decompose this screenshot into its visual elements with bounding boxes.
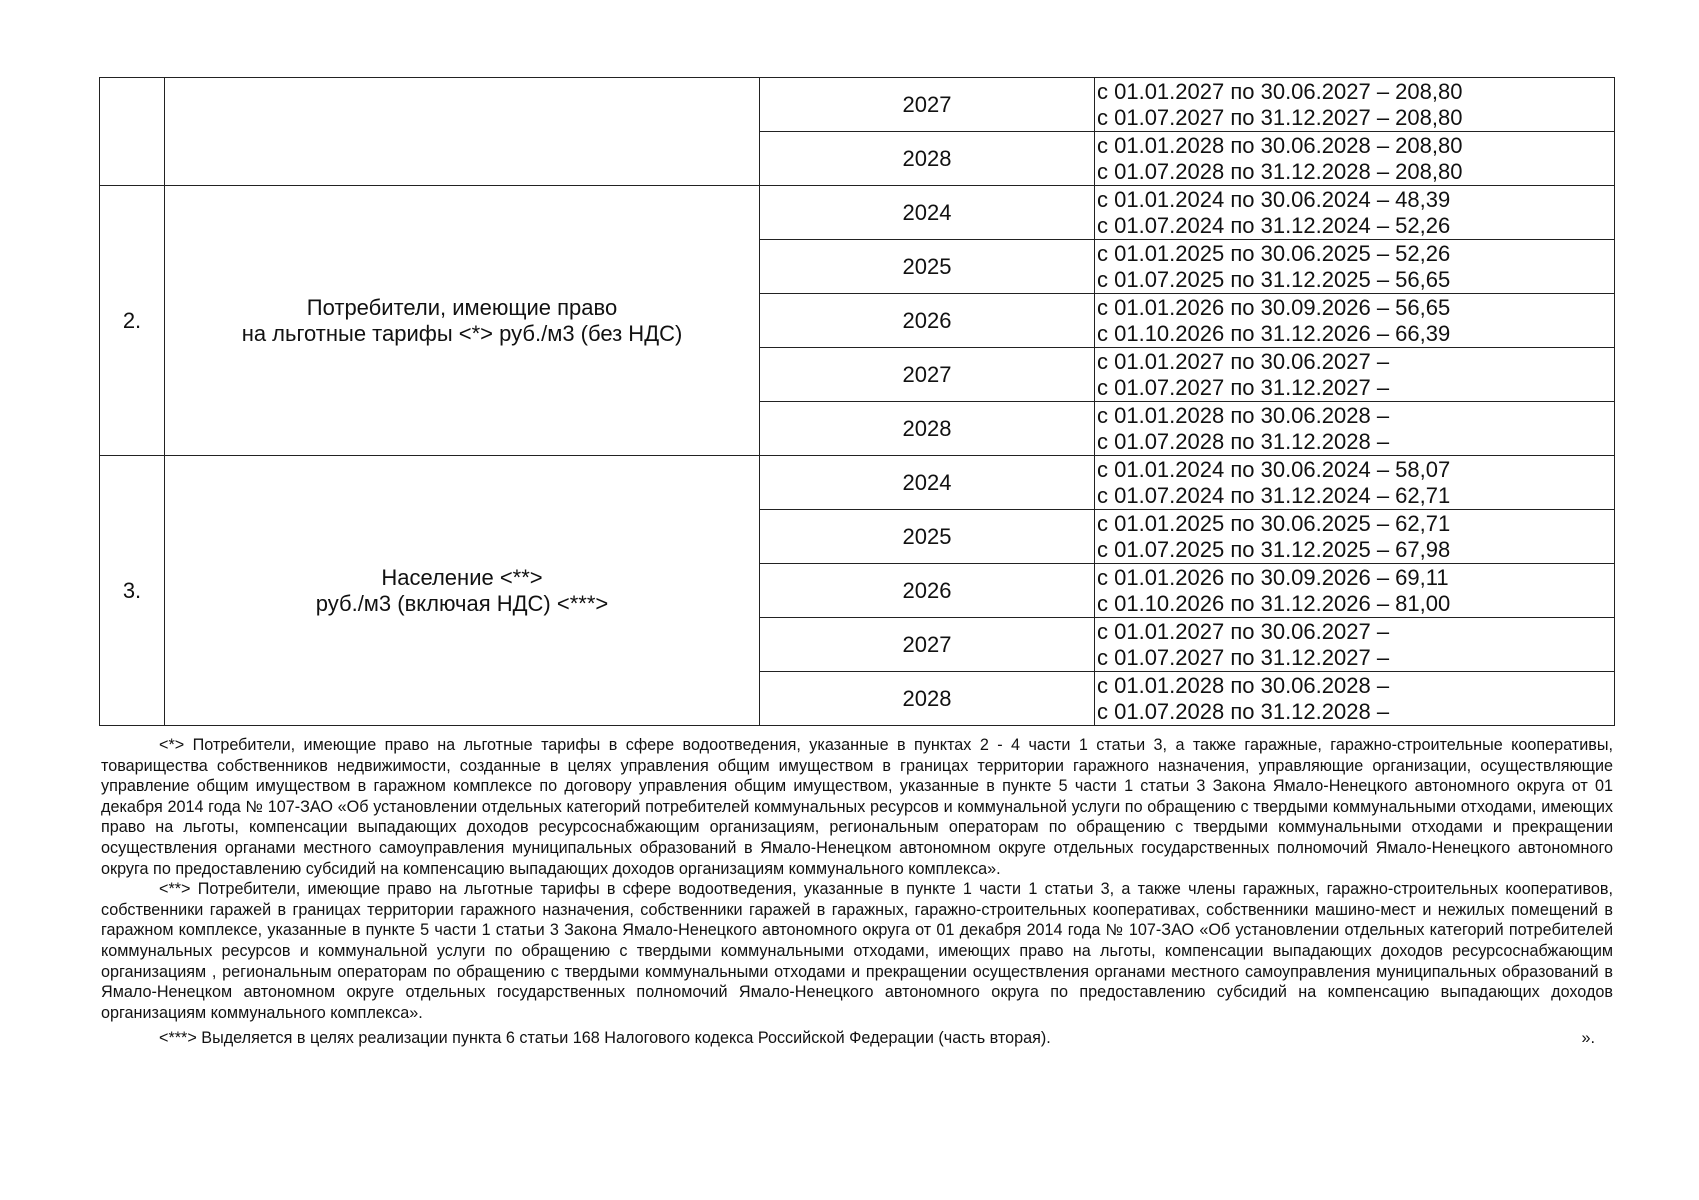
- period-cell: [1095, 510, 1615, 564]
- year-cell: 2028: [760, 672, 1095, 726]
- period-line: с 01.07.2028 по 31.12.2028 – 208,80: [1097, 158, 1463, 184]
- period-line: с 01.01.2025 по 30.06.2025 – 62,71: [1097, 510, 1451, 536]
- year-cell: 2026: [760, 294, 1095, 348]
- row-number-cell: 3.: [100, 456, 165, 726]
- period-cell: [1095, 564, 1615, 618]
- category-name-line: руб./м3 (включая НДС) <***>: [315, 590, 609, 616]
- category-name-cell: [165, 456, 760, 726]
- period-cell: [1095, 132, 1615, 186]
- period-line: с 01.07.2028 по 31.12.2028 –: [1097, 428, 1390, 454]
- period-line: с 01.01.2027 по 30.06.2027 – 208,80: [1097, 78, 1463, 104]
- period-line: с 01.07.2024 по 31.12.2024 – 52,26: [1097, 212, 1451, 238]
- period-line: с 01.01.2025 по 30.06.2025 – 52,26: [1097, 240, 1451, 266]
- period-line: с 01.07.2028 по 31.12.2028 –: [1097, 698, 1390, 724]
- closing-quote-mark: ».: [1581, 1029, 1595, 1048]
- year-cell: 2027: [760, 618, 1095, 672]
- period-line: с 01.07.2024 по 31.12.2024 – 62,71: [1097, 482, 1451, 508]
- period-cell: [1095, 402, 1615, 456]
- year-cell: 2028: [760, 132, 1095, 186]
- year-cell: 2027: [760, 78, 1095, 132]
- category-name-cell: [165, 78, 760, 186]
- category-name-line: Население <**>: [381, 564, 543, 590]
- period-line: с 01.01.2028 по 30.06.2028 – 208,80: [1097, 132, 1463, 158]
- period-cell: [1095, 294, 1615, 348]
- period-cell: [1095, 348, 1615, 402]
- period-line: с 01.01.2027 по 30.06.2027 –: [1097, 618, 1390, 644]
- category-name-line: Потребители, имеющие право: [306, 294, 618, 320]
- period-line: с 01.01.2028 по 30.06.2028 –: [1097, 402, 1390, 428]
- table-row: [100, 78, 1615, 132]
- year-cell: 2028: [760, 402, 1095, 456]
- period-cell: [1095, 672, 1615, 726]
- period-line: с 01.01.2026 по 30.09.2026 – 56,65: [1097, 294, 1451, 320]
- year-cell: 2024: [760, 186, 1095, 240]
- year-cell: 2025: [760, 240, 1095, 294]
- period-line: с 01.10.2026 по 31.12.2026 – 66,39: [1097, 320, 1451, 346]
- year-cell: 2025: [760, 510, 1095, 564]
- footnote-3: [101, 1028, 1613, 1049]
- period-line: с 01.07.2025 по 31.12.2025 – 56,65: [1097, 266, 1451, 292]
- category-name-line: на льготные тарифы <*> руб./м3 (без НДС): [241, 320, 683, 346]
- period-cell: [1095, 78, 1615, 132]
- period-line: с 01.07.2027 по 31.12.2027 – 208,80: [1097, 104, 1463, 130]
- tariff-table: [99, 77, 1615, 726]
- year-cell: 2024: [760, 456, 1095, 510]
- period-cell: [1095, 456, 1615, 510]
- period-line: с 01.07.2027 по 31.12.2027 –: [1097, 644, 1390, 670]
- footnotes: [101, 735, 1613, 1049]
- year-cell: 2026: [760, 564, 1095, 618]
- year-cell: 2027: [760, 348, 1095, 402]
- period-cell: [1095, 240, 1615, 294]
- footnote-3-text: <***> Выделяется в целях реализации пункта 6 статьи 168 Налогового кодекса Российской Федерации (часть вторая).: [159, 1029, 1051, 1048]
- period-line: с 01.10.2026 по 31.12.2026 – 81,00: [1097, 590, 1451, 616]
- category-name-cell: [165, 186, 760, 456]
- row-number-cell: [100, 78, 165, 186]
- footnote-2: <**> Потребители, имеющие право на льготные тарифы в сфере водоотведения, указанные в пункте 1 части 1 статьи 3, а также члены гаражных, гаражно-строительных кооперативов, собственники гаражей в границах территории гаражного назначения, собственники гаражей в гаражных, гаражно-строительных кооперативах, собственники машино-мест и нежилых помещений в гаражном комплексе, указанные в пункте 5 части 1 статьи 3 Закона Ямало-Ненецкого автономного округа от 01 декабря 2014 года № 107-ЗАО «Об установлении отдельных категорий потребителей коммунальных ресурсов и коммунальной услуги по обращению с твердыми коммунальными отходами, имеющих право на льготы, компенсации выпадающих доходов ресурсоснабжающим организациям , региональным операторам по обращению с твердыми коммунальными отходами и прекращении осуществления органами местного самоуправления муниципальных образований в Ямало-Ненецком автономном округе отдельных государственных полномочий Ямало-Ненецкого автономного округа по предоставлению субсидий на компенсацию выпадающих доходов организациям коммунального комплекса».: [101, 880, 1613, 1022]
- table-row: [100, 456, 1615, 510]
- period-line: с 01.07.2025 по 31.12.2025 – 67,98: [1097, 536, 1451, 562]
- period-line: с 01.01.2024 по 30.06.2024 – 58,07: [1097, 456, 1451, 482]
- period-line: с 01.01.2026 по 30.09.2026 – 69,11: [1097, 564, 1449, 590]
- period-line: с 01.01.2027 по 30.06.2027 –: [1097, 348, 1390, 374]
- period-line: с 01.07.2027 по 31.12.2027 –: [1097, 374, 1390, 400]
- period-line: с 01.01.2024 по 30.06.2024 – 48,39: [1097, 186, 1451, 212]
- table-row: [100, 186, 1615, 240]
- period-line: с 01.01.2028 по 30.06.2028 –: [1097, 672, 1390, 698]
- row-number-cell: 2.: [100, 186, 165, 456]
- footnote-1: <*> Потребители, имеющие право на льготные тарифы в сфере водоотведения, указанные в пунктах 2 - 4 части 1 статьи 3, а также гаражные, гаражно-строительные кооперативы, товарищества собственников недвижимости, созданные в целях управления общим имуществом в границах территории гаражного назначения, управляющие организации, осуществляющие управление общим имуществом в гаражном комплексе по договору управления общим имуществом, указанные в пункте 5 части 1 статьи 3 Закона Ямало-Ненецкого автономного округа от 01 декабря 2014 года № 107-ЗАО «Об установлении отдельных категорий потребителей коммунальных ресурсов и коммунальной услуги по обращению с твердыми коммунальными отходами, имеющих право на льготы, компенсации выпадающих доходов ресурсоснабжающим организациям, региональным операторам по обращению с твердыми коммунальными отходами и прекращении осуществления органами местного самоуправления муниципальных образований в Ямало-Ненецком автономном округе отдельных государственных полномочий Ямало-Ненецкого автономного округа по предоставлению субсидий на компенсацию выпадающих доходов организациям коммунального комплекса».: [101, 736, 1613, 878]
- period-cell: [1095, 186, 1615, 240]
- period-cell: [1095, 618, 1615, 672]
